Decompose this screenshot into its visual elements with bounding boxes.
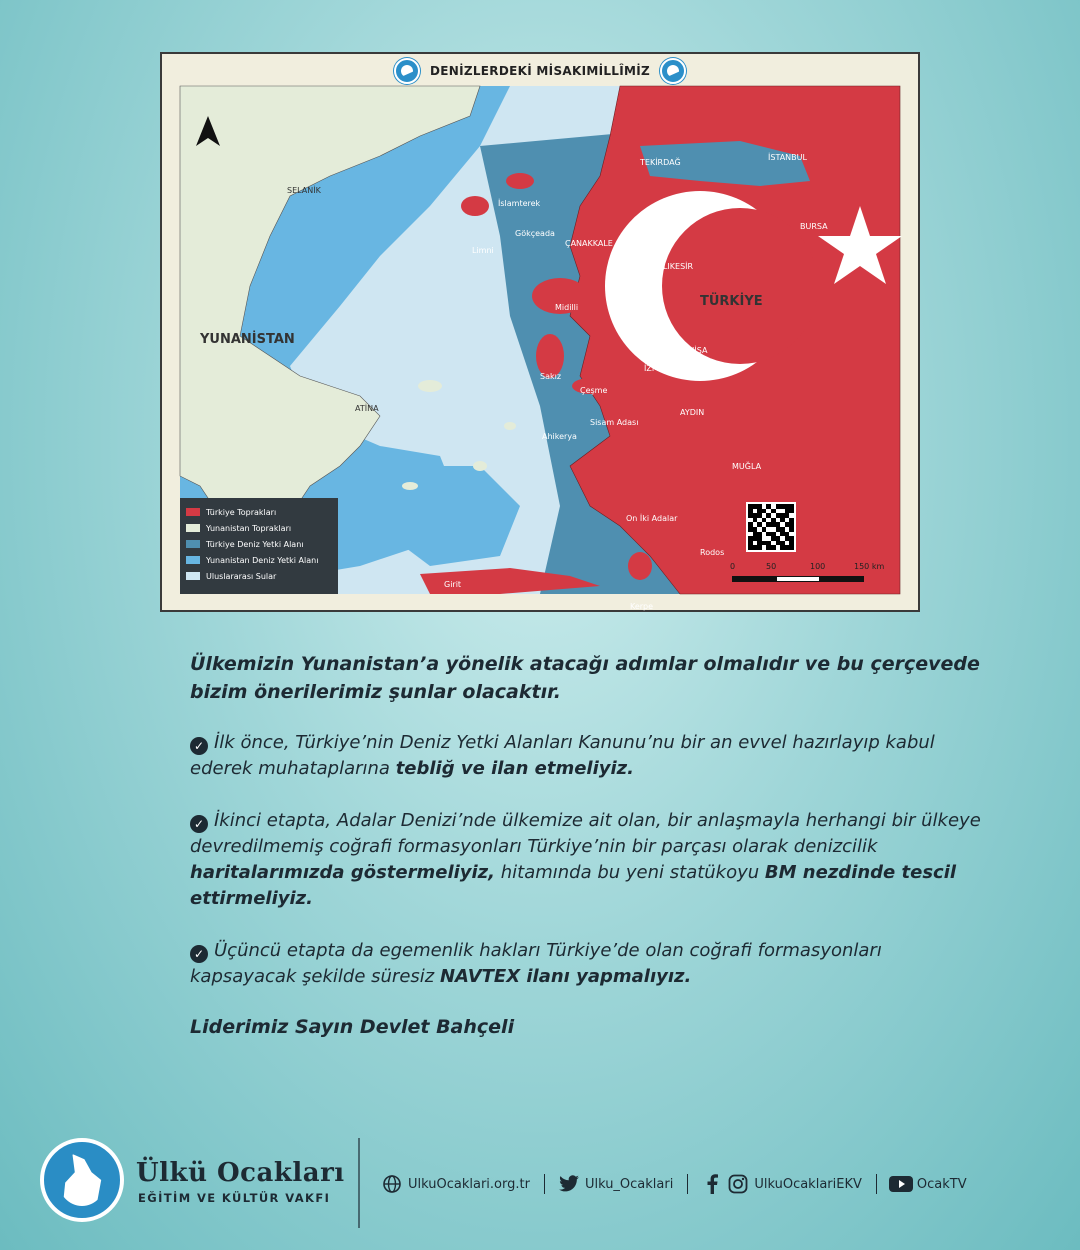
label-ahikerya: Ahikerya: [542, 432, 577, 441]
youtube-icon: [891, 1174, 911, 1194]
label-midilli: Midilli: [555, 303, 579, 312]
scale-50: 50: [766, 562, 777, 571]
label-cesme: Çeşme: [580, 386, 608, 395]
point-3: ✓ Üçüncü etapta da egemenlik hakları Türkiye’de olan coğrafi formasyonları kapsayacak şekilde süresiz NAVTEX ilanı yapmalıyız.: [190, 940, 882, 987]
map: [180, 86, 900, 611]
map-title: DENİZLERDEKİ MİSAKIMİLLÎMİZ: [429, 64, 651, 78]
instagram-icon: [728, 1174, 748, 1194]
qr-code: [746, 502, 796, 552]
label-turkiye: TÜRKİYE: [700, 294, 763, 309]
map-frame: [160, 52, 920, 612]
website-link[interactable]: UlkuOcaklari.org.tr: [382, 1174, 544, 1194]
legend-item: Uluslararası Sular: [186, 568, 332, 584]
label-izmir: İZMİR: [644, 364, 667, 373]
social-links: [382, 1174, 981, 1194]
label-onikiadalar: On İki Adalar: [626, 514, 678, 523]
scale-bar: [728, 562, 908, 592]
facebook-icon: [702, 1174, 722, 1194]
label-selanik: SELANİK: [287, 186, 321, 195]
point-2: ✓ İkinci etapta, Adalar Denizi’nde ülkemize ait olan, bir anlaşmayla herhangi bir ülkeye devredilmemiş coğrafi formasyonları Türkiye’nin bir parçası olarak denizcilik haritalarımızda göstermeliyiz, hitamında bu yeni statükoyu BM nezdinde tescil ettirmeliyiz.: [190, 810, 981, 909]
footer: [0, 1130, 1080, 1250]
label-yunanistan: YUNANİSTAN: [200, 332, 295, 347]
youtube-link[interactable]: OcakTV: [876, 1174, 981, 1194]
intro-text: Ülkemizin Yunanistan’a yönelik atacağı adımlar olmalıdır ve bu çerçevede bizim önerilerimiz şunlar olacaktır.: [190, 653, 980, 703]
emblem-icon: [394, 58, 420, 84]
label-sisam: Sisam Adası: [590, 418, 639, 427]
label-limni: Limni: [472, 246, 494, 255]
legend-item: Türkiye Toprakları: [186, 504, 332, 520]
scale-0: 0: [730, 562, 736, 571]
brand-subtitle: EĞİTİM VE KÜLTÜR VAKFI: [138, 1191, 331, 1205]
label-rodos: Rodos: [700, 548, 725, 557]
check-icon: ✓: [190, 815, 208, 833]
label-gokceada: Gökçeada: [515, 229, 555, 238]
legend-item: Türkiye Deniz Yetki Alanı: [186, 536, 332, 552]
scale-150: 150 km: [854, 562, 885, 571]
wolf-logo-icon: [40, 1138, 124, 1222]
label-islamterek: İslamterek: [498, 199, 541, 208]
globe-icon: [382, 1174, 402, 1194]
point-1: ✓ İlk önce, Türkiye’nin Deniz Yetki Alanları Kanunu’nu bir an evvel hazırlayıp kabul ederek muhataplarına tebliğ ve ilan etmeliyiz.: [190, 732, 935, 779]
label-istanbul: İSTANBUL: [768, 153, 807, 162]
brand-name: Ülkü Ocakları: [136, 1158, 345, 1188]
scale-100: 100: [810, 562, 826, 571]
legend-item: Yunanistan Deniz Yetki Alanı: [186, 552, 332, 568]
label-manisa: MANİSA: [676, 346, 708, 355]
label-aydin: AYDIN: [680, 408, 705, 417]
label-girit: Girit: [444, 580, 462, 589]
legend-item: Yunanistan Toprakları: [186, 520, 332, 536]
emblem-icon: [660, 58, 686, 84]
label-mugla: MUĞLA: [732, 462, 762, 471]
signature: Liderimiz Sayın Devlet Bahçeli: [190, 1016, 515, 1038]
twitter-icon: [559, 1174, 579, 1194]
label-canakkale: ÇANAKKALE: [565, 239, 613, 248]
label-tekirdag: TEKİRDAĞ: [640, 158, 681, 167]
statement: [190, 650, 990, 1038]
check-icon: ✓: [190, 737, 208, 755]
label-atina: ATİNA: [355, 404, 379, 413]
label-bursa: BURSA: [800, 222, 828, 231]
map-title-bar: [162, 54, 918, 88]
check-icon: ✓: [190, 945, 208, 963]
twitter-link[interactable]: Ulku_Ocaklari: [544, 1174, 687, 1194]
label-sakiz: Sakız: [540, 372, 562, 381]
footer-divider: [358, 1138, 360, 1228]
facebook-instagram-link[interactable]: UlkuOcaklariEKV: [687, 1174, 876, 1194]
legend: [180, 498, 338, 594]
label-kerpe: Kerpe: [630, 602, 654, 611]
label-balikesir: BALIKESİR: [652, 262, 694, 271]
